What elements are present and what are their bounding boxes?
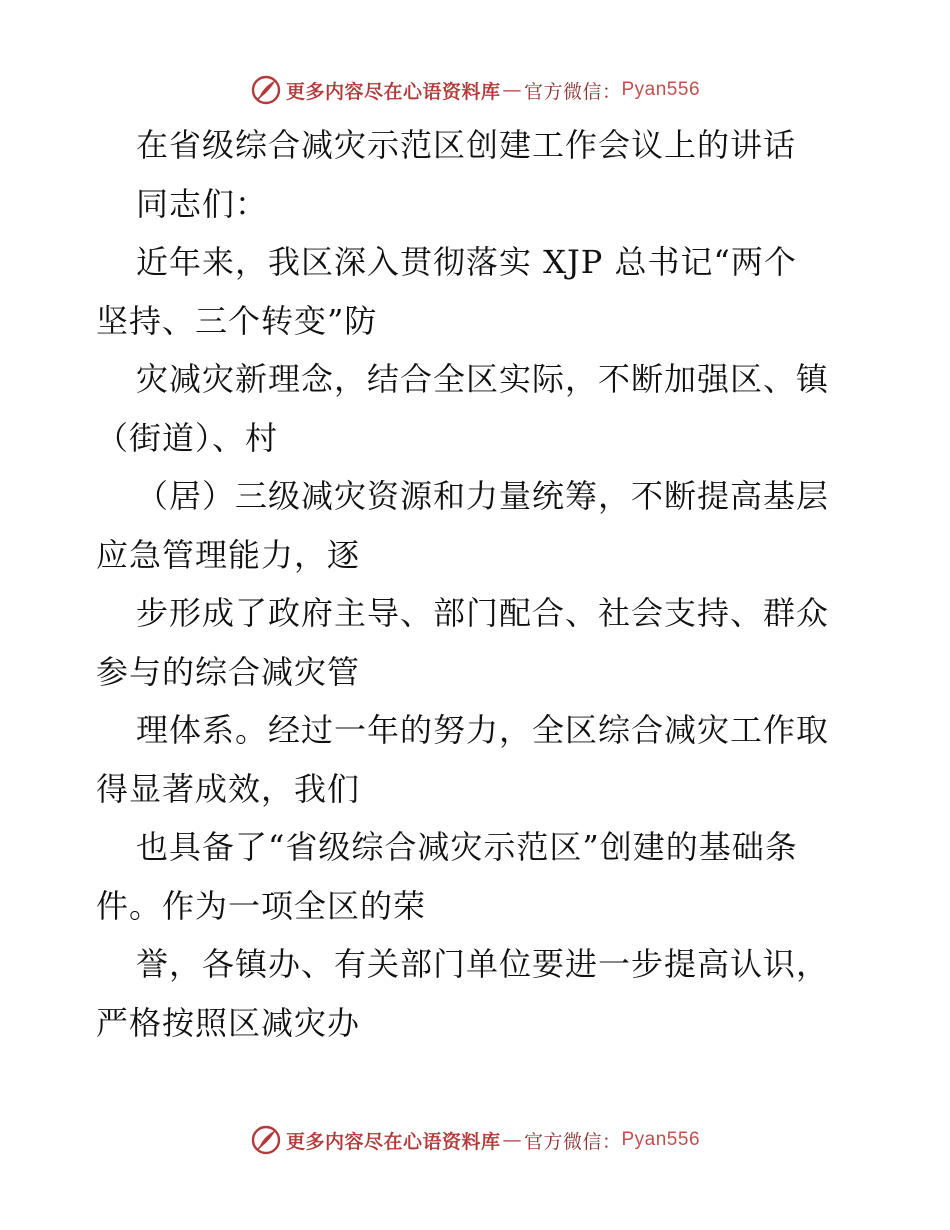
paragraph-line: 参与的综合减灾管	[96, 652, 361, 691]
paragraph-line: 坚持、三个转变”防	[96, 301, 378, 340]
header-dash: —	[502, 79, 522, 101]
document-title: 在省级综合减灾示范区创建工作会议上的讲话	[136, 126, 797, 164]
header-contact-label: 官方微信：	[523, 80, 622, 103]
paragraph-line: 理体系。经过一年的努力，全区综合减灾工作取	[136, 711, 830, 749]
paragraph-line: （街道）、村	[96, 418, 279, 457]
footer-contact-label: 官方微信：	[523, 1130, 622, 1153]
header-wechat-handle: Pyan556	[621, 79, 701, 100]
paragraph-line: 严格按照区减灾办	[96, 1003, 361, 1042]
header-brand-text: 更多内容尽在心语资料库	[285, 80, 501, 103]
paragraph-line: 灾减灾新理念，结合全区实际，不断加强区、镇	[136, 360, 830, 398]
paragraph-line: 誉，各镇办、有关部门单位要进一步提高认识，	[136, 945, 830, 983]
header-banner	[0, 70, 950, 110]
footer-wechat-handle: Pyan556	[621, 1129, 701, 1150]
paragraph-line: （居）三级减灾资源和力量统筹，不断提高基层	[136, 477, 830, 515]
footer-brand-text: 更多内容尽在心语资料库	[285, 1130, 501, 1153]
feather-pen-circle-icon	[250, 1124, 282, 1156]
paragraph-line: 得显著成效，我们	[96, 769, 361, 808]
paragraph-line: 应急管理能力，逐	[96, 535, 361, 574]
footer-dash: —	[502, 1129, 522, 1151]
paragraph-line: 也具备了“省级综合减灾示范区”创建的基础条	[136, 828, 798, 866]
feather-pen-circle-icon	[250, 74, 282, 106]
paragraph-line: 同志们：	[136, 184, 269, 223]
paragraph-line: 步形成了政府主导、部门配合、社会支持、群众	[136, 594, 830, 632]
paragraph-line: 件。作为一项全区的荣	[96, 886, 427, 925]
footer-banner	[0, 1120, 950, 1160]
paragraph-line: 近年来，我区深入贯彻落实 XJP 总书记“两个	[136, 243, 797, 281]
document-body	[96, 116, 856, 1052]
